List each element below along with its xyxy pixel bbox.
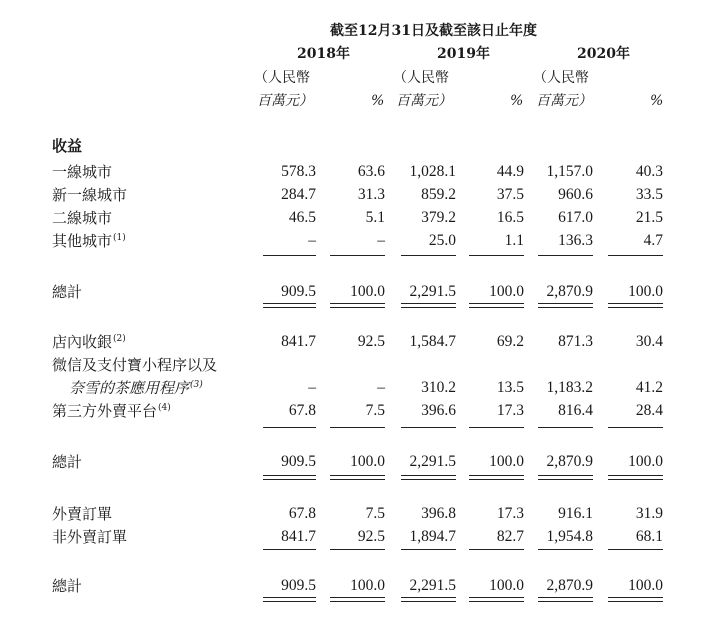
table-cell: 28.4 — [635, 402, 663, 419]
table-cell: 30.4 — [635, 333, 663, 350]
table-cell: 871.3 — [558, 333, 593, 350]
unit-2018-line2: 百萬元） — [257, 93, 313, 109]
row-label-text: 奈雪的茶應用程序 — [69, 379, 190, 397]
table-cell: 859.2 — [421, 186, 456, 203]
table-cell: 46.5 — [288, 209, 316, 226]
row-label-text: 總計 — [52, 453, 83, 471]
row-label-text: 非外賣訂單 — [52, 528, 128, 546]
subtotal-rule-1 — [469, 255, 524, 256]
table-cell: 31.3 — [357, 186, 385, 203]
row-label-text: 總計 — [52, 577, 83, 595]
total-double-rule-2 — [608, 475, 663, 480]
pct-2018: % — [371, 93, 385, 109]
subtotal-rule-2 — [608, 427, 663, 428]
table-cell: 1,028.1 — [409, 163, 456, 180]
table-cell: 310.2 — [421, 379, 456, 396]
table-cell: 1,584.7 — [409, 333, 456, 350]
row-label — [52, 401, 171, 421]
unit-2020-line2: 百萬元） — [536, 93, 592, 109]
row-label — [52, 185, 127, 205]
table-cell: 1,183.2 — [546, 379, 593, 396]
subtotal-rule-1 — [608, 255, 663, 256]
table-cell: 44.9 — [496, 163, 524, 180]
table-cell: 31.9 — [635, 505, 663, 522]
footnote-marker: (3) — [190, 380, 203, 390]
total-double-rule-1 — [330, 303, 385, 308]
year-2019: 2019年 — [437, 46, 490, 62]
table-cell: 617.0 — [558, 209, 593, 226]
row-label-text: 第三方外賣平台 — [52, 402, 158, 420]
table-cell: 100.0 — [350, 453, 385, 470]
table-cell: 25.0 — [428, 232, 456, 249]
subtotal-rule-2 — [263, 427, 316, 428]
year-2020: 2020年 — [577, 46, 630, 62]
row-label-text: 其他城市 — [52, 232, 113, 250]
table-cell: 960.6 — [558, 186, 593, 203]
total-double-rule-2 — [538, 475, 593, 480]
unit-2018-line1: （人民幣 — [254, 70, 310, 86]
table-cell: 578.3 — [281, 163, 316, 180]
subtotal-rule-1 — [330, 255, 385, 256]
row-label-text: 新一線城市 — [52, 186, 128, 204]
table-cell: 17.3 — [496, 402, 524, 419]
row-label-text: 店內收銀 — [52, 333, 113, 351]
table-cell: 21.5 — [635, 209, 663, 226]
row-label — [52, 208, 112, 228]
table-cell: 4.7 — [643, 232, 663, 249]
footnote-marker: (1) — [113, 233, 126, 243]
subtotal-rule-1 — [263, 255, 316, 256]
table-cell: 379.2 — [421, 209, 456, 226]
table-cell: 841.7 — [281, 528, 316, 545]
table-cell: 92.5 — [357, 528, 385, 545]
table-cell: – — [308, 379, 316, 396]
total-double-rule-1 — [263, 303, 316, 308]
table-cell: 136.3 — [558, 232, 593, 249]
table-cell: 82.7 — [496, 528, 524, 545]
table-cell: 7.5 — [365, 505, 385, 522]
subtotal-rule-1 — [401, 255, 456, 256]
table-cell: 92.5 — [357, 333, 385, 350]
table-cell: – — [377, 232, 385, 249]
table-cell: 16.5 — [496, 209, 524, 226]
total-double-rule-3 — [608, 597, 663, 602]
total-double-rule-3 — [263, 597, 316, 602]
table-cell: 40.3 — [635, 163, 663, 180]
subtotal-rule-2 — [469, 427, 524, 428]
subtotal-rule-3 — [469, 549, 524, 550]
unit-2020-line1: （人民幣 — [533, 70, 589, 86]
table-cell: 100.0 — [350, 283, 385, 300]
table-cell: 41.2 — [635, 379, 663, 396]
total-double-rule-3 — [401, 597, 456, 602]
table-cell: 100.0 — [628, 577, 663, 594]
row-label — [52, 282, 82, 302]
subtotal-rule-3 — [538, 549, 593, 550]
row-label — [52, 527, 127, 547]
row-label: 微信及支付寶小程序以及 — [52, 356, 218, 374]
table-cell: 396.6 — [421, 402, 456, 419]
table-cell: 100.0 — [489, 577, 524, 594]
table-cell: 7.5 — [365, 402, 385, 419]
subtotal-rule-3 — [330, 549, 385, 550]
table-cell: 63.6 — [357, 163, 385, 180]
table-cell: 13.5 — [496, 379, 524, 396]
table-cell: 2,291.5 — [409, 283, 456, 300]
total-double-rule-2 — [469, 475, 524, 480]
table-cell: 396.8 — [421, 505, 456, 522]
row-label — [52, 504, 112, 524]
table-cell: 100.0 — [489, 453, 524, 470]
subtotal-rule-3 — [263, 549, 316, 550]
subtotal-rule-2 — [330, 427, 385, 428]
row-label — [52, 162, 112, 182]
table-cell: 909.5 — [281, 577, 316, 594]
footnote-marker: (2) — [113, 334, 126, 344]
table-cell: 2,870.9 — [546, 283, 593, 300]
table-cell: 841.7 — [281, 333, 316, 350]
total-double-rule-1 — [469, 303, 524, 308]
table-cell: 100.0 — [628, 453, 663, 470]
table-cell: 100.0 — [489, 283, 524, 300]
subtotal-rule-3 — [608, 549, 663, 550]
subtotal-rule-2 — [538, 427, 593, 428]
table-cell: 909.5 — [281, 283, 316, 300]
revenue-section-title: 收益 — [52, 137, 83, 155]
pct-2019: % — [510, 93, 524, 109]
footnote-marker: (4) — [158, 403, 171, 413]
table-cell: 68.1 — [635, 528, 663, 545]
pct-2020: % — [650, 93, 664, 109]
year-2018: 2018年 — [297, 46, 350, 62]
table-cell: 1,157.0 — [546, 163, 593, 180]
row-label-text: 二線城市 — [52, 209, 113, 227]
total-double-rule-3 — [469, 597, 524, 602]
row-label-text: 總計 — [52, 283, 83, 301]
table-cell: 1,954.8 — [546, 528, 593, 545]
unit-2019-line2: 百萬元） — [396, 93, 452, 109]
table-cell: 17.3 — [496, 505, 524, 522]
total-double-rule-3 — [330, 597, 385, 602]
table-cell: 2,870.9 — [546, 453, 593, 470]
subtotal-rule-3 — [401, 549, 456, 550]
table-cell: 2,291.5 — [409, 577, 456, 594]
table-cell: – — [377, 379, 385, 396]
subtotal-rule-2 — [401, 427, 456, 428]
table-cell: 33.5 — [635, 186, 663, 203]
table-cell: 5.1 — [365, 209, 385, 226]
total-double-rule-1 — [608, 303, 663, 308]
table-cell: 67.8 — [288, 402, 316, 419]
total-double-rule-1 — [538, 303, 593, 308]
table-cell: 69.2 — [496, 333, 524, 350]
row-label — [52, 452, 82, 472]
period-heading: 截至12月31日及截至該日止年度 — [330, 23, 537, 39]
table-cell: 909.5 — [281, 453, 316, 470]
table-cell: 37.5 — [496, 186, 524, 203]
table-cell: 816.4 — [558, 402, 593, 419]
row-label — [52, 576, 82, 596]
table-cell: 916.1 — [558, 505, 593, 522]
row-label-text: 一線城市 — [52, 163, 113, 181]
table-cell: 1,894.7 — [409, 528, 456, 545]
row-label-text: 外賣訂單 — [52, 505, 113, 523]
table-cell: 1.1 — [504, 232, 524, 249]
table-cell: 2,291.5 — [409, 453, 456, 470]
row-label — [52, 332, 126, 352]
subtotal-rule-1 — [538, 255, 593, 256]
total-double-rule-3 — [538, 597, 593, 602]
row-label — [69, 378, 203, 398]
table-cell: 67.8 — [288, 505, 316, 522]
unit-2019-line1: （人民幣 — [393, 70, 449, 86]
table-cell: 100.0 — [628, 283, 663, 300]
total-double-rule-2 — [263, 475, 316, 480]
total-double-rule-2 — [401, 475, 456, 480]
total-double-rule-2 — [330, 475, 385, 480]
row-label — [52, 231, 126, 251]
total-double-rule-1 — [401, 303, 456, 308]
table-cell: – — [308, 232, 316, 249]
table-cell: 2,870.9 — [546, 577, 593, 594]
table-cell: 284.7 — [281, 186, 316, 203]
table-cell: 100.0 — [350, 577, 385, 594]
